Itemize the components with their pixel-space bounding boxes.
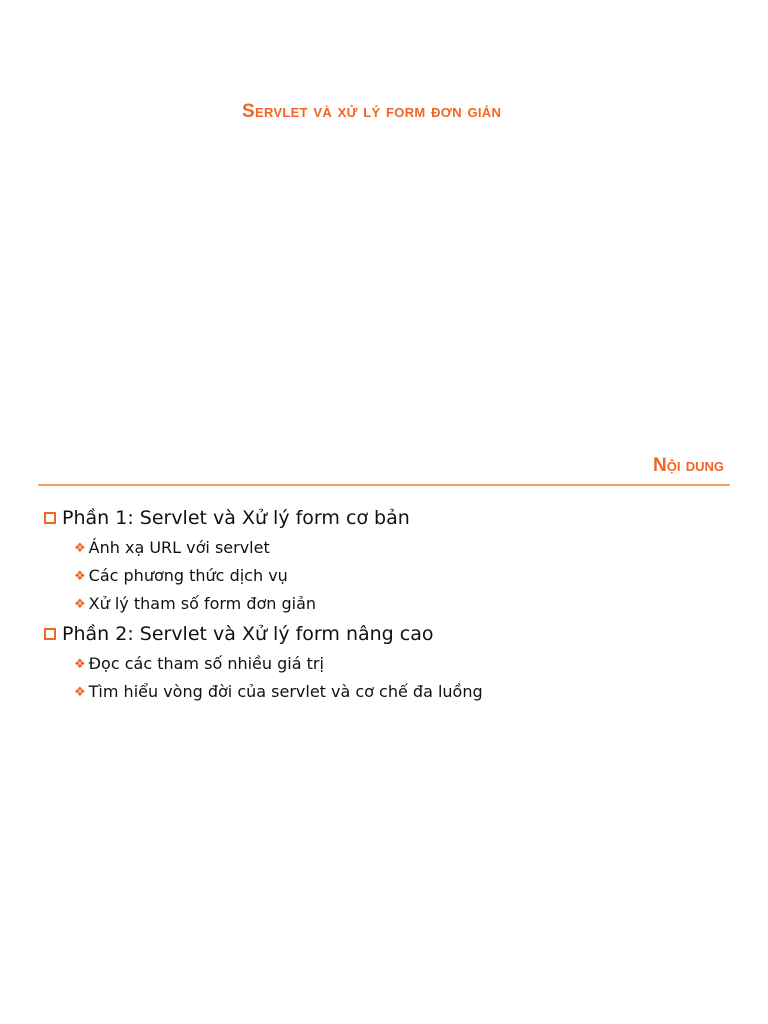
section-heading: Nội dung: [653, 455, 724, 476]
list-item: [44, 618, 734, 650]
list-item-label: Phần 1: Servlet và Xử lý form cơ bản: [62, 507, 410, 529]
list-item-label: Ánh xạ URL với servlet: [88, 538, 270, 557]
diamond-bullet-icon: ❖: [74, 656, 86, 672]
list-item-label: Tìm hiểu vòng đời của servlet và cơ chế đa luồng: [88, 682, 483, 701]
contents-list: [44, 502, 734, 706]
list-item: [44, 534, 734, 562]
list-item-label: Đọc các tham số nhiều giá trị: [88, 654, 324, 673]
list-item: [44, 562, 734, 590]
square-bullet-icon: [44, 512, 56, 524]
list-item-label: Xử lý tham số form đơn giản: [88, 594, 317, 613]
list-item: [44, 678, 734, 706]
diamond-bullet-icon: ❖: [74, 684, 86, 700]
diamond-bullet-icon: ❖: [74, 596, 86, 612]
diamond-bullet-icon: ❖: [74, 568, 86, 584]
square-bullet-icon: [44, 628, 56, 640]
slide-title: Servlet và xử lý form đơn giản: [242, 101, 502, 122]
list-item: [44, 502, 734, 534]
list-item: [44, 590, 734, 618]
diamond-bullet-icon: ❖: [74, 540, 86, 556]
heading-divider: [38, 484, 730, 486]
list-item-label: Phần 2: Servlet và Xử lý form nâng cao: [62, 623, 434, 645]
list-item: [44, 650, 734, 678]
list-item-label: Các phương thức dịch vụ: [88, 566, 288, 585]
